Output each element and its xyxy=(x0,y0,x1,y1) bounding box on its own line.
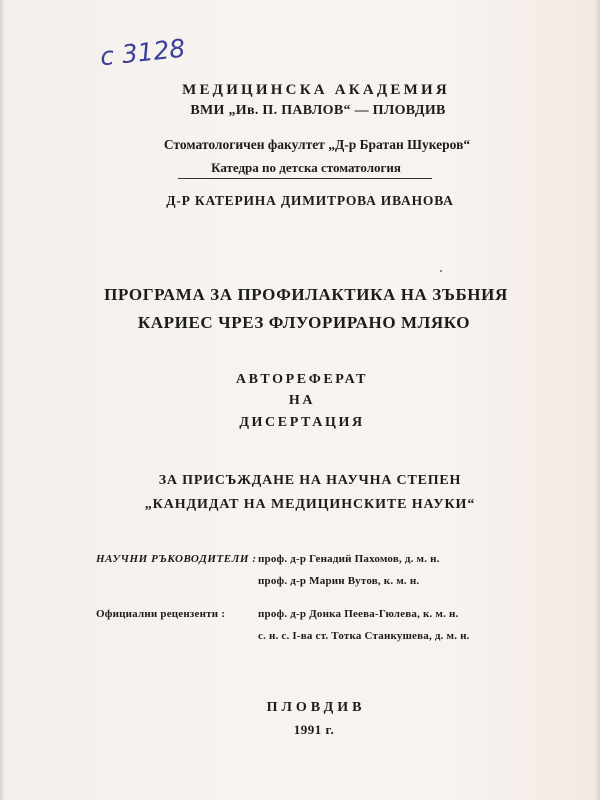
publication-year: 1991 г. xyxy=(293,722,335,737)
print-speck xyxy=(440,270,442,272)
academy-name: МЕДИЦИНСКА АКАДЕМИЯ xyxy=(182,82,450,98)
supervisors-label: НАУЧНИ РЪКОВОДИТЕЛИ : xyxy=(96,553,257,565)
title-line-1: ПРОГРАМА ЗА ПРОФИЛАКТИКА НА ЗЪБНИЯ xyxy=(104,285,508,304)
handwritten-catalog-code: c 3128 xyxy=(98,33,187,72)
degree-line-2: „КАНДИДАТ НА МЕДИЦИНСКИТЕ НАУКИ“ xyxy=(144,497,476,512)
author-name: Д-Р КАТЕРИНА ДИМИТРОВА ИВАНОВА xyxy=(166,193,454,208)
publication-city: ПЛОВДИВ xyxy=(266,700,366,715)
doc-type-line-1: АВТОРЕФЕРАТ xyxy=(235,372,369,387)
supervisor-name: проф. д-р Генадий Пахомов, д. м. н. xyxy=(258,553,440,565)
reviewers-label: Официални рецензенти : xyxy=(96,608,226,620)
title-line-2: КАРИЕС ЧРЕЗ ФЛУОРИРАНО МЛЯКО xyxy=(137,313,471,332)
reviewer-name: проф. д-р Донка Пеева-Гюлева, к. м. н. xyxy=(258,608,459,620)
doc-type-line-3: ДИСЕРТАЦИЯ xyxy=(239,415,365,430)
institute-name: ВМИ „Ив. П. ПАВЛОВ“ — ПЛОВДИВ xyxy=(190,103,446,118)
faculty-name: Стоматологичен факултет „Д-р Братан Шукеров“ xyxy=(163,137,471,152)
header-divider xyxy=(178,178,432,179)
doc-type-line-2: НА xyxy=(288,393,316,408)
supervisor-name: проф. д-р Марин Вутов, к. м. н. xyxy=(258,575,420,587)
degree-line-1: ЗА ПРИСЪЖДАНЕ НА НАУЧНА СТЕПЕН xyxy=(158,473,462,488)
department-name: Катедра по детска стоматология xyxy=(211,160,401,175)
reviewer-name: с. н. с. I-ва ст. Тотка Станкушева, д. м. н. xyxy=(258,630,470,642)
